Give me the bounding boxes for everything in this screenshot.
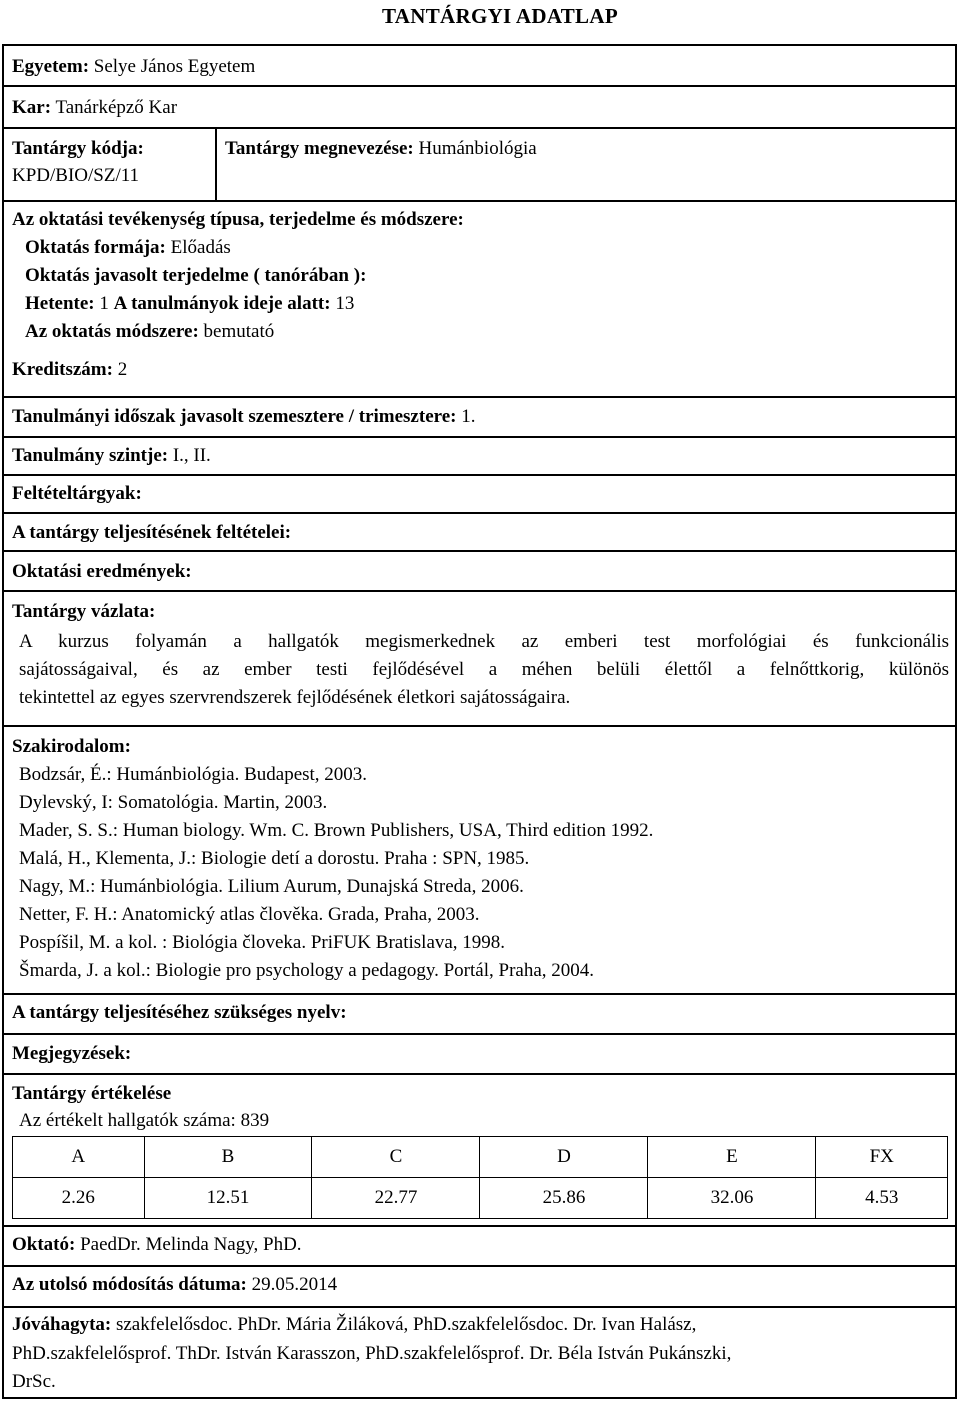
- evaluation-row: [4, 1075, 955, 1227]
- document-title: TANTÁRGYI ADATLAP: [382, 4, 618, 28]
- datasheet-frame: [2, 44, 957, 1399]
- grade-percentage: 4.53: [816, 1178, 948, 1219]
- activity-total-value: 13: [335, 293, 355, 314]
- grade-percentage: 25.86: [480, 1178, 648, 1219]
- conditions-label: A tantárgy teljesítésének feltételei:: [12, 522, 292, 543]
- faculty-row: [4, 87, 955, 129]
- credits: [12, 358, 127, 382]
- notes-label: Megjegyzések:: [12, 1043, 132, 1064]
- approved-row: [4, 1308, 955, 1397]
- course-name-label: Tantárgy megnevezése:: [225, 138, 414, 159]
- grade-table: [12, 1136, 948, 1219]
- level-label: Tanulmány szintje:: [12, 445, 169, 466]
- credits-label: Kreditszám:: [12, 359, 113, 380]
- level-value: I., II.: [172, 445, 211, 466]
- activity-weekly-value: 1: [99, 293, 109, 314]
- approved-line-3: DrSc.: [12, 1371, 56, 1392]
- grade-percentage: 22.77: [312, 1178, 480, 1219]
- credits-value: 2: [117, 359, 128, 380]
- course-code-value: KPD/BIO/SZ/11: [12, 165, 140, 186]
- semester-label: Tanulmányi időszak javasolt szemesztere / trimesztere:: [12, 406, 457, 427]
- literature-item: Malá, H., Klementa, J.: Biologie detí a dorostu. Praha : SPN, 1985.: [19, 848, 530, 869]
- activity-row: [4, 202, 955, 398]
- evaluated-count: Az értékelt hallgatók száma: 839: [19, 1110, 270, 1131]
- grade-percentage: 2.26: [13, 1178, 145, 1219]
- literature-label: Szakirodalom:: [12, 736, 131, 757]
- outcomes-label: Oktatási eredmények:: [12, 561, 192, 582]
- activity-weekly-label: Hetente:: [25, 293, 95, 314]
- course-name-cell: [217, 129, 955, 162]
- literature-row: [4, 727, 955, 995]
- approved-label: Jóváhagyta:: [12, 1314, 112, 1335]
- prerequisites-row: [4, 476, 955, 514]
- grade-percentage-row: [13, 1178, 948, 1219]
- activity-heading: Az oktatási tevékenység típusa, terjedelme és módszere:: [12, 209, 464, 230]
- outline-label: Tantárgy vázlata:: [12, 601, 156, 622]
- grade-percentage: 32.06: [648, 1178, 816, 1219]
- university-value: Selye János Egyetem: [93, 56, 256, 77]
- university-label: Egyetem:: [12, 56, 90, 77]
- semester-value: 1.: [461, 406, 476, 427]
- notes-row: [4, 1035, 955, 1075]
- literature-item: Bodzsár, É.: Humánbiológia. Budapest, 2003.: [19, 764, 368, 785]
- grade-letter: B: [144, 1137, 312, 1178]
- grade-letter: D: [480, 1137, 648, 1178]
- conditions-row: [4, 514, 955, 552]
- grade-letter: A: [13, 1137, 145, 1178]
- outline-line-3: tekintettel az egyes szervrendszerek fejlődésének életkori sajátosságaira.: [19, 687, 571, 708]
- outline-line-1: A kurzus folyamán a hallgatók megismerkednek az emberi test morfológiai és funkcionális: [19, 631, 949, 652]
- outline-row: [4, 592, 955, 727]
- faculty-value: Tanárképző Kar: [55, 97, 178, 118]
- faculty-label: Kar:: [12, 97, 52, 118]
- teacher-label: Oktató:: [12, 1234, 76, 1255]
- approved-line-2: PhD.szakfelelősprof. ThDr. István Karasszon, PhD.szakfelelősprof. Dr. Béla István Pukánszki,: [12, 1343, 732, 1364]
- literature-item: Pospíšil, M. a kol. : Biológia človeka. PriFUK Bratislava, 1998.: [19, 932, 506, 953]
- course-code-cell: [4, 129, 217, 200]
- activity-method-label: Az oktatás módszere:: [25, 321, 199, 342]
- literature-item: Nagy, M.: Humánbiológia. Lilium Aurum, Dunajská Streda, 2006.: [19, 876, 524, 897]
- last-modified-label: Az utolsó módosítás dátuma:: [12, 1274, 247, 1295]
- activity-method-value: bemutató: [203, 321, 275, 342]
- semester-row: [4, 398, 955, 438]
- outcomes-row: [4, 552, 955, 592]
- level-row: [4, 438, 955, 476]
- evaluation-label: Tantárgy értékelése: [12, 1083, 172, 1104]
- prerequisites-label: Feltételtárgyak:: [12, 483, 142, 504]
- language-row: [4, 995, 955, 1035]
- teacher-row: [4, 1227, 955, 1267]
- outline-line-2: sajátosságaival, és az ember testi fejlődésével a méhen belüli élettől a felnőttkorig, különös: [19, 659, 949, 680]
- literature-item: Šmarda, J. a kol.: Biologie pro psychology a pedagogy. Portál, Praha, 2004.: [19, 960, 595, 981]
- language-label: A tantárgy teljesítéséhez szükséges nyelv:: [12, 1002, 347, 1023]
- activity-total-label: A tanulmányok ideje alatt:: [113, 293, 331, 314]
- course-code-label: Tantárgy kódja:: [12, 138, 144, 159]
- approved-line-1: szakfelelősdoc. PhDr. Mária Žiláková, PhD.szakfelelősdoc. Dr. Ivan Halász,: [115, 1314, 697, 1335]
- course-name-value: Humánbiológia: [418, 138, 537, 159]
- grade-letter: E: [648, 1137, 816, 1178]
- grade-percentage: 12.51: [144, 1178, 312, 1219]
- literature-item: Netter, F. H.: Anatomický atlas člověka. Grada, Praha, 2003.: [19, 904, 480, 925]
- activity-form-value: Előadás: [170, 237, 231, 258]
- last-modified-row: [4, 1267, 955, 1308]
- grade-letter: C: [312, 1137, 480, 1178]
- literature-item: Mader, S. S.: Human biology. Wm. C. Brown Publishers, USA, Third edition 1992.: [19, 820, 654, 841]
- literature-item: Dylevský, I: Somatológia. Martin, 2003.: [19, 792, 328, 813]
- university-row: [4, 46, 955, 87]
- activity-scope-label: Oktatás javasolt terjedelme ( tanórában ):: [25, 265, 367, 286]
- activity-form-label: Oktatás formája:: [25, 237, 166, 258]
- grade-header-row: [13, 1137, 948, 1178]
- last-modified-value: 29.05.2014: [251, 1274, 338, 1295]
- course-code-name-row: [4, 129, 955, 202]
- teacher-value: PaedDr. Melinda Nagy, PhD.: [80, 1234, 302, 1255]
- grade-letter: FX: [816, 1137, 948, 1178]
